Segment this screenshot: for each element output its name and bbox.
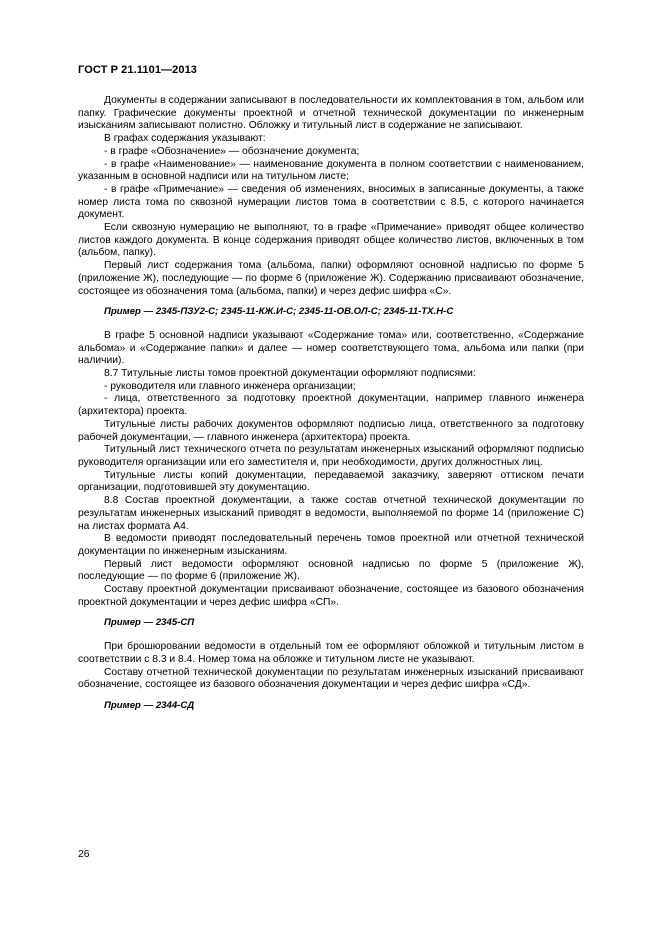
paragraph: В ведомости приводят последовательный перечень томов проектной или отчетной технической документации по инженерным изысканиям. bbox=[78, 533, 584, 557]
list-item: - в графе «Наименование» — наименование документа в полном соответствии с наименованием, указанным в основной надписи или на титульном листе; bbox=[78, 158, 584, 183]
paragraph: Титульный лист технического отчета по результатам инженерных изысканий оформляют подписью руководителя организации или его заместителя и, при необходимости, других должностных лиц. bbox=[78, 444, 584, 468]
document-body bbox=[78, 95, 584, 724]
list-item: - в графе «Примечание» — сведения об изменениях, вносимых в записанные документы, а также номер листа тома по сквозной нумерации листов тома в соответствии с 8.5, с которого начинается документ. bbox=[78, 183, 584, 221]
paragraph: В графе 5 основной надписи указывают «Содержание тома» или, соответственно, «Содержание альбома» и «Содержание папки» и далее — номер соответствующего тома, альбома или папки (при наличии). bbox=[78, 329, 584, 367]
paragraph: Первый лист содержания тома (альбома, папки) оформляют основной надписью по форме 5 (приложение Ж), последующие — по форме 6 (приложение Ж). Содержанию присваивают обозначение, состоящее из обозначения тома (альбома, папки) и через дефис шифра «С». bbox=[78, 260, 584, 297]
list-item: - в графе «Обозначение» — обозначение документа; bbox=[104, 145, 360, 157]
paragraph: Составу отчетной технической документации по результатам инженерных изысканий присваивают обозначение, состоящее из базового обозначения документации и через дефис шифра «СД». bbox=[78, 666, 584, 691]
clause-8-7: 8.7 Титульные листы томов проектной документации оформляют подписями: bbox=[104, 368, 476, 380]
document-header: ГОСТ Р 21.1101—2013 bbox=[78, 64, 198, 76]
list-item: - лица, ответственного за подготовку проектной документации, например главного инженера (архитектора) проекта. bbox=[78, 393, 584, 418]
paragraph: Титульные листы копий документации, передаваемой заказчику, заверяют оттиском печати организации, подготовившей эту документацию. bbox=[78, 469, 584, 494]
paragraph: Составу проектной документации присваивают обозначение, состоящее из базового обозначения проектной документации и через дефис шифра «СП». bbox=[78, 584, 584, 608]
paragraph: В графах содержания указывают: bbox=[104, 133, 266, 145]
list-item: - руководителя или главного инженера организации; bbox=[104, 380, 356, 392]
page-number: 26 bbox=[78, 849, 90, 860]
paragraph: Документы в содержании записывают в последовательности их комплектования в том, альбом или папку. Графические документы проектной и отчетной технической документации по инженерным изысканиям записывают полистно. Обложку и титульный лист в содержание не записывают. bbox=[78, 95, 584, 132]
example: Пример — 2345-ПЗУ2-С; 2345-11-КЖ.И-С; 2345-11-ОВ.ОЛ-С; 2345-11-ТХ.Н-С bbox=[104, 306, 454, 318]
example: Пример — 2345-СП bbox=[104, 617, 195, 629]
clause-8-8: 8.8 Состав проектной документации, а также состав отчетной технической документации по результатам инженерных изысканий приводят в ведомости, выполняемой по форме 14 (приложение С) на листах формата А4. bbox=[78, 495, 584, 532]
paragraph: Первый лист ведомости оформляют основной надписью по форме 5 (приложение Ж), последующие — по форме 6 (приложение Ж). bbox=[78, 558, 584, 583]
example: Пример — 2344-СД bbox=[104, 699, 195, 711]
paragraph: При брошюровании ведомости в отдельный том ее оформляют обложкой и титульным листом в соответствии с 8.3 и 8.4. Номер тома на обложке и титульном листе не указывают. bbox=[78, 641, 584, 665]
paragraph: Титульные листы рабочих документов оформляют подписью лица, ответственного за подготовку рабочей документации, — главного инженера (архитектора) проекта. bbox=[78, 418, 584, 443]
paragraph: Если сквозную нумерацию не выполняют, то в графе «Примечание» приводят общее количество листов каждого документа. В конце содержания приводят общее количество листов, включенных в том (альбом, папку). bbox=[78, 222, 584, 259]
